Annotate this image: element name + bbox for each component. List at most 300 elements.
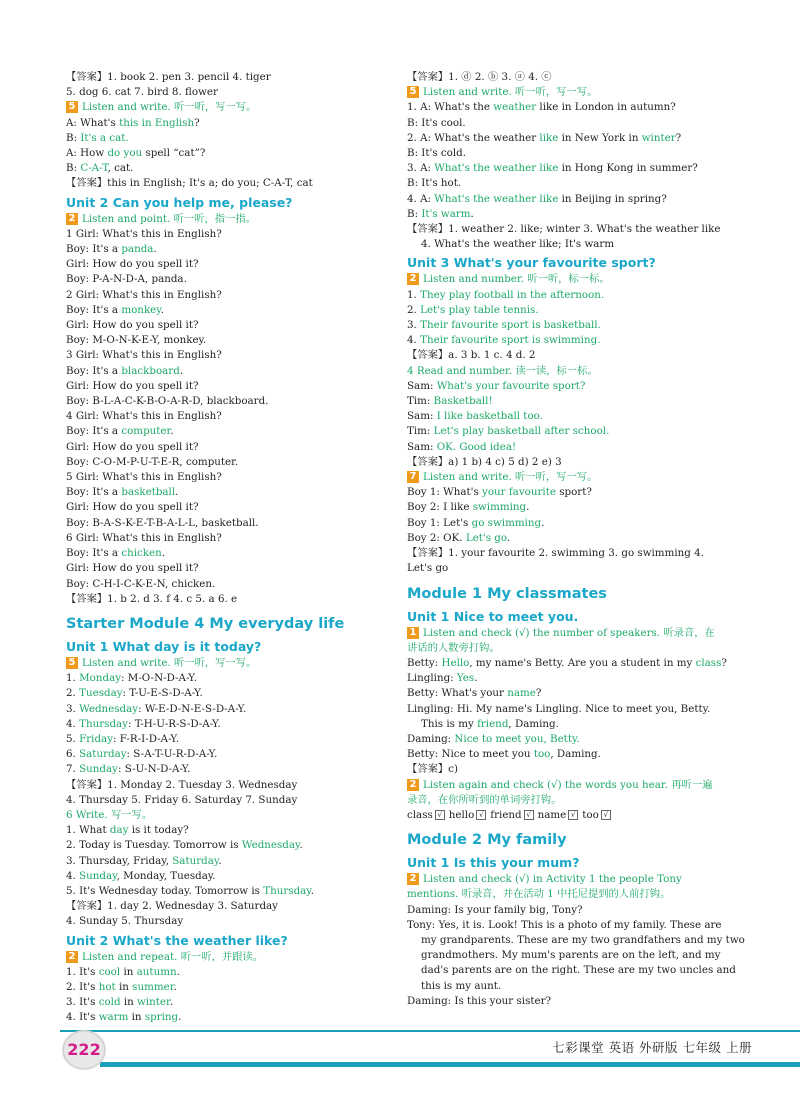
text-line (66, 854, 406, 869)
text-line (66, 965, 406, 980)
unit-heading: Unit 1 What day is it today? (66, 638, 262, 654)
text-line (407, 717, 747, 732)
text-run: Boy 1: What's (407, 486, 483, 499)
text-run: 1 Girl: What's this in English? (66, 227, 222, 240)
text-run: . (179, 364, 184, 377)
text-run: B: It's hot. (407, 177, 462, 190)
text-line (407, 762, 747, 777)
exercise-instruction (66, 212, 406, 227)
text-line (66, 424, 406, 439)
answer-text: swimming (472, 501, 527, 514)
text-run: . (474, 672, 478, 685)
answer-text: winter (137, 996, 170, 1009)
text-run: Boy 1: Let's (407, 516, 472, 529)
text-run: Tony: Yes, it is. Look! This is a photo of my family. These are (407, 918, 722, 931)
text-run: : S-A-T-U-R-D-A-Y. (126, 748, 218, 761)
answer-text: Sunday (79, 763, 118, 776)
text-run: 4. (66, 717, 80, 730)
text-run: . (169, 996, 174, 1009)
text-line (66, 131, 406, 146)
text-line (407, 440, 747, 455)
text-run: 【答案】a) 1 b) 4 c) 5 d) 2 e) 3 (407, 455, 562, 468)
page-number: 222 (62, 1030, 106, 1070)
check-box: √ (601, 810, 611, 820)
text-run: 4. What's the weather like; It's warm (421, 238, 615, 251)
text-line (66, 884, 406, 899)
text-run: in (120, 965, 137, 978)
text-run: Tim: (407, 425, 434, 438)
text-line (66, 455, 406, 470)
text-line (66, 409, 406, 424)
checkbox-word-list (407, 808, 747, 823)
text-run: 4. Thursday 5. Friday 6. Saturday 7. Sunday (66, 793, 298, 806)
text-line (66, 485, 406, 500)
text-line (407, 918, 747, 933)
text-run: 【答案】1. your favourite 2. swimming 3. go swimming 4. (407, 547, 704, 560)
text-line (407, 100, 747, 115)
answer-text: like (539, 131, 559, 144)
answer-text: cool (98, 965, 121, 978)
text-line (407, 237, 747, 252)
text-run: Boy: It's a (66, 425, 122, 438)
text-line (66, 257, 406, 272)
text-line (66, 531, 406, 546)
text-run: B: It's cool. (407, 116, 466, 129)
instruction-text: Listen and point. 听一听，指一指。 (82, 212, 256, 225)
text-run: 4 Girl: What's this in English? (66, 410, 222, 423)
text-line (407, 424, 747, 439)
text-line (407, 747, 747, 762)
text-run: 2. Today is Tuesday. Tomorrow is (66, 839, 242, 852)
answer-text: Sunday (79, 869, 117, 882)
answer-text: summer (132, 980, 174, 993)
text-line (407, 70, 747, 85)
text-line (407, 394, 747, 409)
text-run: 1. (66, 672, 80, 685)
text-line (407, 732, 747, 747)
answer-text: OK. Good idea! (436, 440, 517, 453)
text-line (66, 348, 406, 363)
text-run: . (299, 839, 303, 852)
unit-heading: Unit 2 Can you help me, please? (66, 194, 293, 210)
text-line (66, 500, 406, 515)
text-line (407, 979, 747, 994)
answer-text: your favourite (482, 486, 556, 499)
text-run: 2 Girl: What's this in English? (66, 288, 222, 301)
module-heading: Module 2 My family (407, 832, 567, 849)
exercise-number-badge: 2 (407, 873, 419, 885)
instruction-text: Listen and write. 听一听，写一写。 (82, 101, 257, 114)
text-line (66, 980, 406, 995)
text-run: Boy: B-L-A-C-K-B-O-A-R-D, blackboard. (66, 395, 269, 408)
exercise-number-badge: 2 (407, 779, 419, 791)
text-run: Boy: It's a (66, 243, 122, 256)
text-run: is it today? (128, 824, 189, 837)
text-line (407, 192, 747, 207)
text-run: like in London in autumn? (536, 101, 676, 114)
text-run: A: What's (66, 116, 120, 129)
answer-text: Tuesday (79, 687, 123, 700)
exercise-instruction (407, 872, 747, 887)
text-run: . (161, 547, 166, 560)
text-run: Tim: (407, 395, 434, 408)
instruction-text: 讲话的人数旁打钩。 (407, 641, 500, 654)
text-line (407, 933, 747, 948)
text-run: 2. (407, 303, 421, 316)
text-run: 1. What (66, 824, 110, 837)
text-line (66, 838, 406, 853)
text-run: my grandparents. These are my two grandfathers and my two (421, 933, 745, 946)
text-run: 【答案】c) (407, 763, 458, 776)
text-run: 6. (66, 748, 80, 761)
word-label: friend (490, 808, 522, 821)
text-run: in (115, 980, 133, 993)
right-column (407, 70, 747, 1009)
text-line (407, 379, 747, 394)
text-run: , Daming. (550, 748, 601, 761)
answer-text: Basketball! (433, 395, 493, 408)
text-run: A: How (66, 147, 108, 160)
text-run: This is my (421, 717, 478, 730)
answer-text: Let's play basketball after school. (433, 425, 610, 438)
text-line (407, 303, 747, 318)
text-run: Lingling: (407, 672, 457, 685)
text-run: . (160, 303, 165, 316)
text-run: 1. It's (66, 965, 99, 978)
answer-text: winter (641, 131, 676, 144)
text-run: 3. Thursday, Friday, (66, 854, 173, 867)
text-run: Daming: Is this your sister? (407, 994, 552, 1007)
text-line (66, 702, 406, 717)
text-run: Boy: C-H-I-C-K-E-N, chicken. (66, 577, 216, 590)
text-run: . (541, 516, 545, 529)
text-run: 【答案】1. book 2. pen 3. pencil 4. tiger (66, 71, 271, 83)
green-text: Nice to meet you, Betty. (454, 732, 580, 745)
answer-text: C-A-T (80, 162, 108, 175)
text-line (66, 577, 406, 592)
answer-text: Monday (79, 672, 122, 685)
answer-text: They play football in the afternoon. (420, 288, 605, 301)
footer-bar (100, 1062, 800, 1067)
text-run: , Monday, Tuesday. (116, 869, 216, 882)
text-line (407, 288, 747, 303)
exercise-instruction (407, 85, 747, 100)
text-run: ? (675, 131, 682, 144)
answer-text: Saturday (172, 854, 219, 867)
text-line (407, 702, 747, 717)
answer-text: class (695, 656, 722, 669)
answer-text: autumn (136, 965, 177, 978)
instruction-text: Listen and write. 听一听，写一写。 (423, 86, 598, 99)
book-title: 七彩课堂 英语 外研版 七年级 上册 (552, 1040, 752, 1055)
text-line (66, 671, 406, 686)
text-run: , cat. (107, 162, 134, 175)
text-line (66, 394, 406, 409)
text-run: ? (194, 116, 200, 129)
text-line (66, 85, 406, 100)
text-run: 3. It's (66, 996, 99, 1009)
answer-text: weather (493, 101, 537, 114)
text-run: grandmothers. My mum's parents are on the left, and my (421, 949, 721, 962)
text-line (407, 455, 747, 470)
exercise-number-badge: 1 (407, 627, 419, 639)
exercise-number-badge: 7 (407, 471, 419, 483)
text-run: 【答案】a. 3 b. 1 c. 4 d. 2 (407, 349, 536, 362)
text-line (407, 318, 747, 333)
text-line (66, 318, 406, 333)
answer-text: Let's play table tennis. (420, 303, 539, 316)
answer-text: friend (477, 717, 509, 730)
text-run: Daming: (407, 732, 455, 745)
text-line (407, 485, 747, 500)
text-run: Girl: How do you spell it? (66, 562, 199, 575)
unit-heading: Unit 3 What's your favourite sport? (407, 255, 656, 271)
text-run: this is my aunt. (421, 979, 502, 992)
instruction-text: Listen and check (√) in Activity 1 the people Tony (423, 873, 682, 886)
left-column (66, 70, 406, 1026)
answer-text: Friday (79, 732, 114, 745)
word-label: name (537, 808, 567, 821)
text-run: . (310, 884, 315, 897)
instruction-text: Listen and repeat. 听一听，并跟读。 (82, 950, 264, 963)
text-run: 5. (66, 732, 80, 745)
text-run: Boy: It's a (66, 547, 122, 560)
instruction-text: mentions. 听录音，并在活动 1 中托尼提到的人前打钩。 (407, 888, 671, 901)
instruction-text: Listen and number. 听一听，标一标。 (423, 273, 610, 286)
text-run: Betty: What's your (407, 687, 508, 700)
answer-text: too (533, 748, 551, 761)
text-line (66, 1010, 406, 1025)
text-line (66, 793, 406, 808)
text-run: Boy: B-A-S-K-E-T-B-A-L-L, basketball. (66, 516, 259, 529)
text-run: Boy 2: OK. (407, 531, 466, 544)
text-line (407, 348, 747, 363)
text-line (66, 333, 406, 348)
text-line (407, 116, 747, 131)
answer-text: Let's go (465, 531, 507, 544)
text-line (407, 963, 747, 978)
module-heading: Starter Module 4 My everyday life (66, 615, 345, 632)
text-run: dad's parents are on the right. These are my two uncles and (421, 964, 736, 977)
answer-text: Yes (456, 672, 475, 685)
text-run: . (218, 854, 222, 867)
instruction-text: Listen and write. 听一听，写一写。 (423, 471, 598, 484)
check-box: √ (524, 810, 534, 820)
exercise-instruction (407, 470, 747, 485)
text-line (66, 516, 406, 531)
text-run: 1. A: What's the (407, 101, 494, 114)
text-run: 7. (66, 763, 80, 776)
text-run: Girl: How do you spell it? (66, 319, 199, 332)
answer-text: computer (121, 425, 171, 438)
text-line (66, 470, 406, 485)
text-run: 2. (66, 687, 80, 700)
instruction-text: Listen again and check (√) the words you hear. 再听一遍 (423, 778, 713, 791)
answer-text: name (507, 687, 536, 700)
instruction-text: Listen and write. 听一听，写一写。 (82, 656, 257, 669)
text-run: Sam: (407, 410, 437, 423)
answer-text: warm (98, 1011, 129, 1024)
text-line (66, 440, 406, 455)
text-run: 3 Girl: What's this in English? (66, 349, 222, 362)
text-run: 3. A: (407, 162, 435, 175)
answer-text: Thursday (263, 884, 311, 897)
answer-text: Their favourite sport is basketball. (420, 319, 601, 332)
answer-text: Their favourite sport is swimming. (420, 334, 601, 347)
answer-text: Wednesday (79, 702, 139, 715)
answer-text: basketball (121, 486, 176, 499)
text-line (66, 899, 406, 914)
text-line (407, 994, 747, 1009)
answer-text: What's the weather like (434, 192, 559, 205)
exercise-number-badge: 2 (66, 951, 78, 963)
text-run: . (153, 243, 157, 256)
answer-text: What's the weather like (434, 162, 559, 175)
text-line (66, 592, 406, 607)
unit-heading: Unit 1 Is this your mum? (407, 855, 580, 871)
check-box: √ (476, 810, 486, 820)
text-line (66, 995, 406, 1010)
text-run: . (173, 980, 177, 993)
exercise-instruction (66, 950, 406, 965)
text-run: Let's go (407, 562, 449, 575)
text-run: . (526, 501, 530, 514)
text-run: 4. Sunday 5. Thursday (66, 915, 184, 928)
text-line (66, 176, 406, 191)
text-line (407, 146, 747, 161)
text-line (66, 778, 406, 793)
text-run: 2. A: What's the weather (407, 131, 540, 144)
text-run: in Beijing in spring? (558, 192, 667, 205)
module-heading: Module 1 My classmates (407, 585, 607, 602)
text-run: B: (66, 162, 81, 175)
text-line (66, 914, 406, 929)
answer-text: this in English (119, 116, 195, 129)
answer-text: do you (107, 147, 143, 160)
answer-text: monkey (121, 303, 161, 316)
text-line (407, 903, 747, 918)
text-run: B: It's cold. (407, 147, 467, 160)
answer-text: spring (144, 1011, 179, 1024)
text-line (66, 303, 406, 318)
text-run: Boy: It's a (66, 486, 122, 499)
text-run: Sam: (407, 440, 437, 453)
exercise-number-badge: 5 (66, 101, 78, 113)
text-run: 4. (407, 334, 421, 347)
text-line (66, 70, 406, 85)
answer-text: Saturday (79, 748, 127, 761)
text-run: 【答案】1. b 2. d 3. f 4. c 5. a 6. e (66, 592, 238, 605)
text-run: , my name's Betty. Are you a student in my (469, 656, 696, 669)
text-run: 【答案】1. ⓓ 2. ⓑ 3. ⓐ 4. ⓒ (407, 71, 552, 83)
text-run: ? (535, 687, 542, 700)
answer-text: blackboard (121, 364, 180, 377)
text-line (407, 222, 747, 237)
text-run: 【答案】this in English; It's a; do you; C-A-T, cat (66, 177, 313, 190)
text-line (66, 561, 406, 576)
text-run: 1. (407, 288, 421, 301)
answer-text: panda (121, 243, 154, 256)
answer-text: go swimming (471, 516, 542, 529)
text-line (407, 671, 747, 686)
text-line (66, 823, 406, 838)
text-run: ? (721, 656, 727, 669)
instruction-text: 6 Write. 写一写。 (66, 808, 153, 821)
answer-text: Wednesday (241, 839, 300, 852)
answer-text: I like basketball too. (436, 410, 543, 423)
instruction-line (407, 887, 747, 902)
word-label: hello (448, 808, 475, 821)
text-run: 6 Girl: What's this in English? (66, 531, 222, 544)
text-line (66, 116, 406, 131)
text-run: Betty: (407, 656, 442, 669)
text-run: in New York in (558, 131, 642, 144)
text-line (66, 747, 406, 762)
text-line (407, 131, 747, 146)
exercise-number-badge: 5 (66, 657, 78, 669)
text-line (407, 948, 747, 963)
text-run: in Hong Kong in summer? (558, 162, 698, 175)
text-line (66, 717, 406, 732)
text-line (407, 656, 747, 671)
text-run: Boy: C-O-M-P-U-T-E-R, computer. (66, 455, 239, 468)
text-run: , Daming. (508, 717, 559, 730)
text-run: 4. (66, 869, 80, 882)
text-run: in (120, 996, 138, 1009)
text-line (66, 732, 406, 747)
answer-text: Thursday (79, 717, 128, 730)
text-run: Boy: It's a (66, 303, 122, 316)
text-run: 【答案】1. Monday 2. Tuesday 3. Wednesday (66, 778, 298, 791)
text-line (66, 869, 406, 884)
text-run: 【答案】1. day 2. Wednesday 3. Saturday (66, 900, 278, 913)
instruction-line (66, 808, 406, 823)
text-line (407, 546, 747, 561)
text-line (407, 333, 747, 348)
text-run: : S-U-N-D-A-Y. (117, 763, 191, 776)
text-line (407, 686, 747, 701)
text-run: 4. It's (66, 1011, 99, 1024)
text-run: Sam: (407, 379, 437, 392)
text-run: 3. (407, 319, 421, 332)
instruction-line (407, 641, 747, 656)
text-run: 5 Girl: What's this in English? (66, 471, 222, 484)
exercise-instruction (407, 778, 747, 793)
text-line (66, 686, 406, 701)
text-run: Girl: How do you spell it? (66, 379, 199, 392)
text-run: B: (66, 131, 81, 144)
text-line (66, 364, 406, 379)
unit-heading: Unit 2 What's the weather like? (66, 932, 288, 948)
text-line (407, 516, 747, 531)
text-run: 3. (66, 702, 80, 715)
text-run: Girl: How do you spell it? (66, 440, 199, 453)
text-line (66, 227, 406, 242)
text-run: 【答案】1. weather 2. like; winter 3. What's the weather like (407, 223, 721, 236)
exercise-instruction (407, 626, 747, 641)
text-line (407, 409, 747, 424)
text-run: Boy: It's a (66, 364, 122, 377)
text-line (66, 146, 406, 161)
text-run: : M-O-N-D-A-Y. (121, 672, 198, 685)
answer-text: It's warm (421, 207, 471, 220)
answer-text: hot (98, 980, 116, 993)
text-run: 5. dog 6. cat 7. bird 8. flower (66, 86, 218, 99)
instruction-text: 录音，在你所听到的单词旁打钩。 (407, 793, 562, 806)
text-line (66, 161, 406, 176)
text-run: Boy 2: I like (407, 501, 473, 514)
text-run: in (128, 1011, 145, 1024)
